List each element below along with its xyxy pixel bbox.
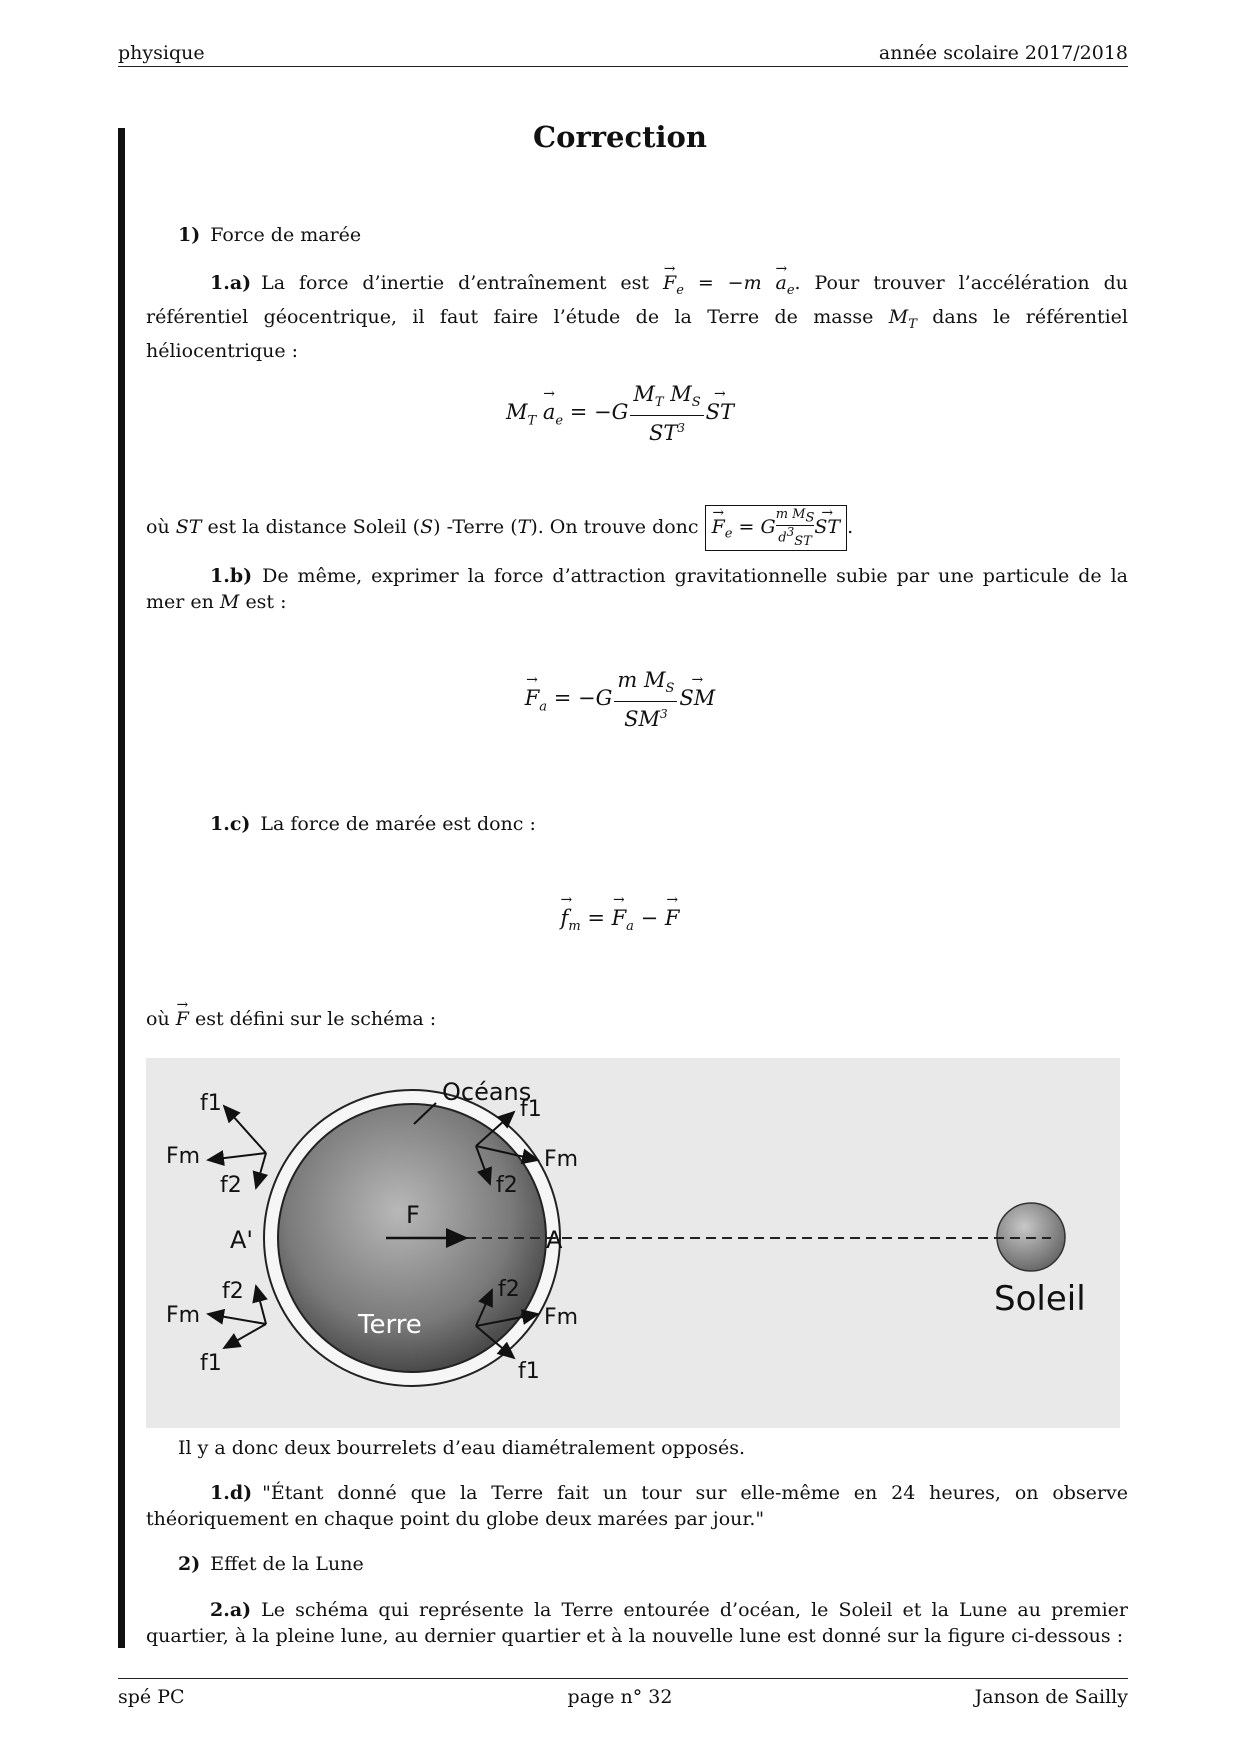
f2-label-lr: f2 [498, 1277, 520, 1302]
section-2a-text: Le schéma qui représente la Terre entourée d’océan, le Soleil et la Lune au premier quartier, à la pleine lune, au dernier quartier et à la nouvelle lune est donné sur la figure ci-dessous : [146, 1599, 1128, 1647]
f1-label-ul: f1 [200, 1091, 222, 1116]
footer-class: spé PC [118, 1686, 185, 1708]
header-rule [118, 66, 1128, 67]
section-1b: 1.b) De même, exprimer la force d’attraction gravitationnelle subie par une particule de la mer en M est : [146, 565, 1128, 613]
oceans-label: Océans [442, 1078, 532, 1106]
f2-label-ll: f2 [222, 1279, 244, 1304]
point-Aprime-label: A' [230, 1226, 254, 1254]
footer-rule [118, 1678, 1128, 1679]
formula-fe-inline: → $F_e = -m \to a_e$ [663, 272, 795, 294]
tide-forces-figure [146, 1058, 1120, 1428]
section-1c-note: où → F est défini sur le schéma : [146, 1006, 1128, 1032]
equation-fa: → $F_a = -G$ $\frac{m M_S}{SM^3}$ → SM [0, 668, 1240, 731]
section-1-number: 1) [178, 224, 201, 246]
section-1a-result: où ST est la distance Soleil (S) -Terre (T). On trouve donc → $F_e = G$ $\frac{m M_S}{d^3_{ST}}$ → ST . [146, 505, 1128, 551]
footer-page-number: page n° 32 [567, 1686, 673, 1708]
force-F-label: F [406, 1201, 420, 1229]
margin-bar [118, 128, 125, 1648]
section-1c-number: 1.c) [210, 813, 251, 835]
section-1a-text-2: . Pour trouver l’accélération du référentiel géocentrique, il faut faire l’étude de la Terre de masse [146, 272, 1128, 328]
soleil-label: Soleil [994, 1279, 1086, 1319]
section-1a: 1.a) La force d’inertie d’entraînement est → $F_e = -m \to a_e$. Pour trouver l’accélération du référentiel géocentrique, il faut faire l’étude de la Terre de masse $M_T$ dans le référentiel héliocentrique : [146, 270, 1128, 364]
f2-label-ul: f2 [220, 1173, 242, 1198]
Fm-label-ur: Fm [544, 1147, 579, 1172]
section-2 [146, 1551, 1160, 1577]
equation-fm: → $f_m$ = → $F_a$ − → F [0, 906, 1240, 934]
section-1a-number: 1.a) [210, 272, 252, 294]
section-1d [146, 1480, 1128, 1532]
section-1d-number: 1.d) [210, 1482, 253, 1504]
section-1 [146, 222, 1160, 248]
section-1b-tail: est : [245, 591, 287, 613]
f1-label-ur: f1 [520, 1097, 542, 1122]
Fm-label-ul: Fm [166, 1144, 201, 1169]
footer-school: Janson de Sailly [974, 1686, 1128, 1708]
section-1b-text: De même, exprimer la force d’attraction gravitationnelle subie par une particule de la mer en [146, 565, 1128, 613]
Fm-label-lr: Fm [544, 1305, 579, 1330]
section-2-title: Effet de la Lune [210, 1553, 364, 1575]
f1-label-lr: f1 [518, 1359, 540, 1384]
section-2a-number: 2.a) [210, 1599, 252, 1621]
f2-label-ur: f2 [496, 1173, 518, 1198]
Fm-label-ll: Fm [166, 1303, 201, 1328]
boxed-result-fe: → $F_e = G$ $\frac{m M_S}{d^3_{ST}}$ → ST [705, 505, 847, 551]
section-1d-text: "Étant donné que la Terre fait un tour sur elle-même en 24 heures, on observe théoriquement en chaque point du globe deux marées par jour." [146, 1482, 1128, 1530]
section-2-number: 2) [178, 1553, 201, 1575]
conclusion-text: Il y a donc deux bourrelets d’eau diamétralement opposés. [178, 1437, 746, 1459]
terre-label: Terre [358, 1310, 422, 1340]
section-1a-tail: dans le référentiel héliocentrique : [146, 305, 1128, 362]
section-1c [146, 811, 1128, 837]
section-1a-text: La force d’inertie d’entraînement est [261, 272, 650, 294]
section-1c-text: La force de marée est donc : [260, 813, 536, 835]
header-school-year: année scolaire 2017/2018 [878, 42, 1128, 64]
section-1-title: Force de marée [210, 224, 362, 246]
page-title: Correction [533, 120, 707, 154]
header-subject: physique [118, 42, 205, 64]
equation-pfd: $M_T \to a_e = -G$ $\frac{M_T M_S}{ST^3}$ → ST [0, 382, 1240, 445]
f1-label-ll: f1 [200, 1351, 222, 1376]
section-2a [146, 1597, 1128, 1649]
point-A-label: A [546, 1226, 563, 1254]
section-1b-number: 1.b) [210, 565, 253, 587]
